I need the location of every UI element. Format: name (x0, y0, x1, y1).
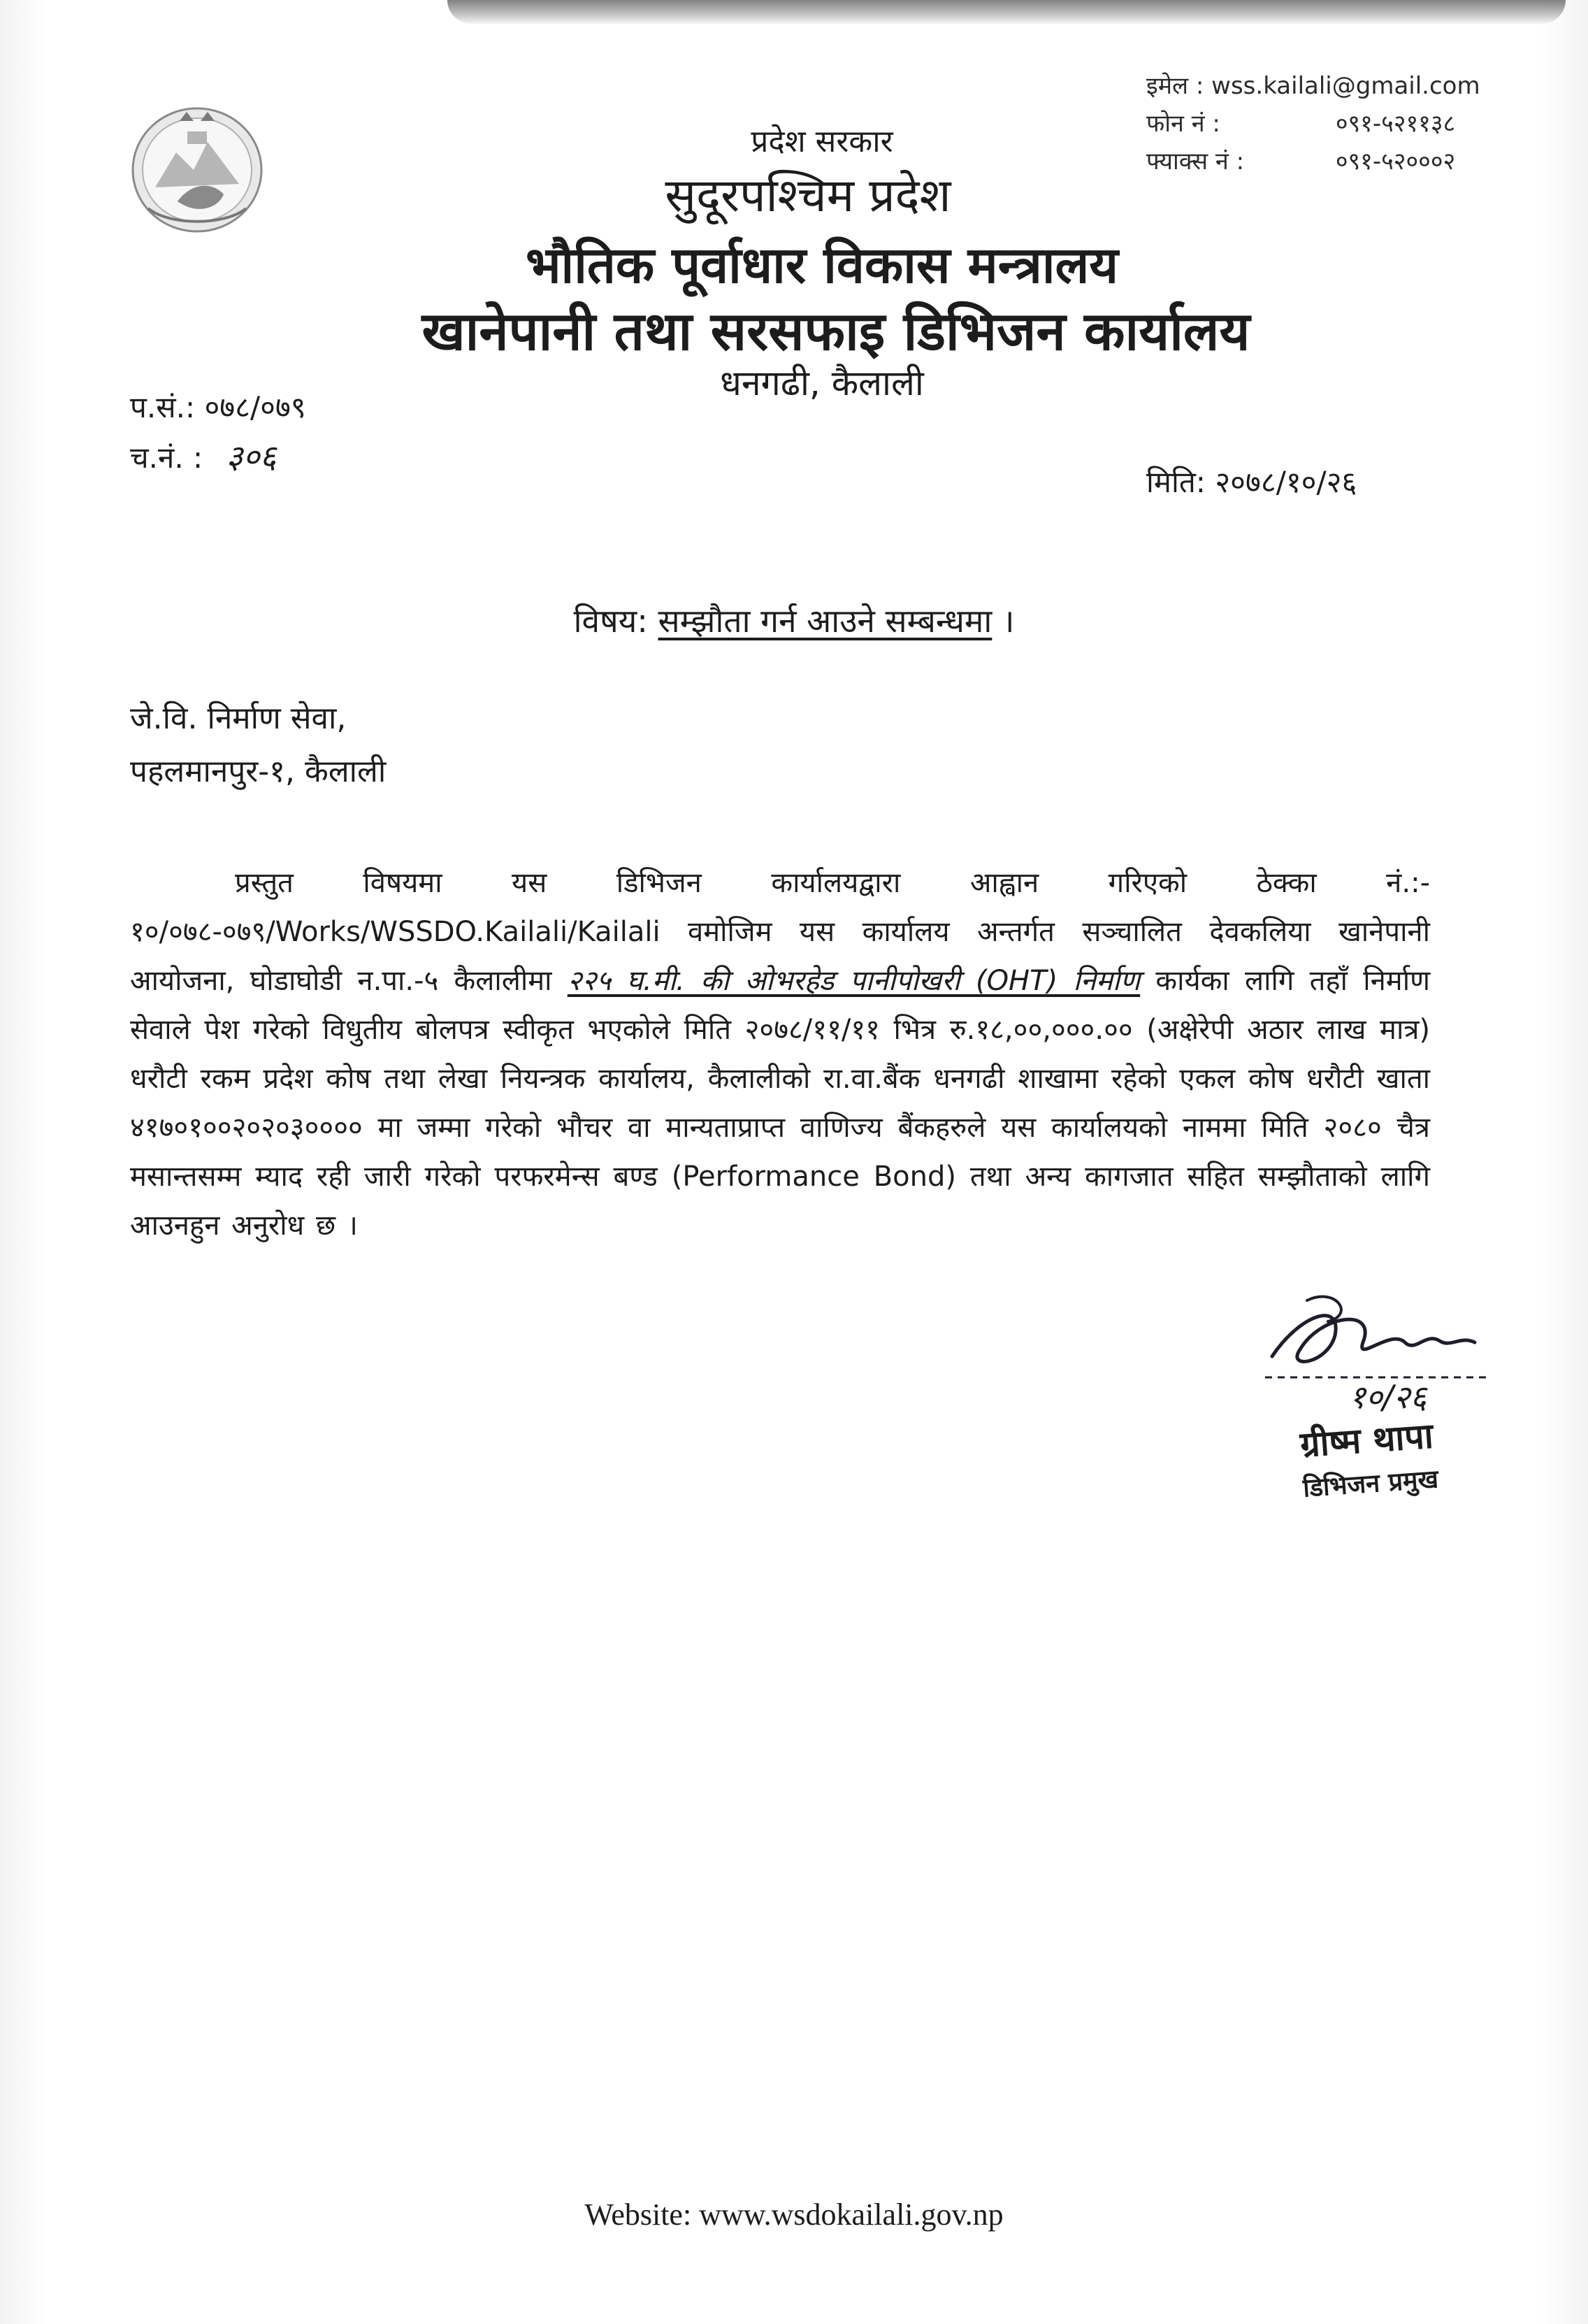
scan-shadow (447, 0, 1566, 24)
email-label: इमेल : (1146, 72, 1204, 100)
dispatch-number-value: ३०६ (226, 438, 277, 475)
letter-number-value: ०७८/०७९ (204, 390, 306, 424)
addressee-name: जे.वि. निर्माण सेवा, (130, 701, 347, 736)
signer-title: डिभिजन प्रमुख (1301, 1465, 1440, 1503)
letter-number-label: प.सं.: (130, 390, 196, 424)
phone-value: ०९१-५२११३८ (1335, 110, 1456, 138)
header-ministry: भौतिक पूर्वाधार विकास मन्त्रालय (525, 236, 1119, 294)
email-row (1146, 67, 1480, 105)
fax-value: ०९१-५२०००२ (1335, 148, 1456, 175)
signature-date: १०/२६ (1349, 1378, 1427, 1416)
body-emphasis: २२५ घ.मी. की ओभरहेड पानीपोखरी (OHT) निर्माण (567, 965, 1141, 997)
subject-end: । (1002, 602, 1015, 640)
addressee-block (130, 692, 386, 798)
dispatch-number-label: च.नं. : (130, 440, 203, 475)
reference-block (130, 383, 306, 482)
addressee-address: पहलमानपुर-१, कैलाली (130, 754, 387, 789)
subject-line (0, 598, 1588, 642)
phone-label: फोन नं : (1146, 110, 1220, 138)
header-location: धनगढी, कैलाली (720, 363, 924, 403)
email-value: wss.kailali@gmail.com (1211, 72, 1480, 100)
header-province: सुदूरपश्चिम प्रदेश (665, 168, 951, 222)
date-label: मिति: (1146, 465, 1206, 499)
body-part-1: प्रस्तुत विषयमा यस डिभिजन कार्यालयद्वारा आह्वान गरिएको ठेक्का नं.:- १०/०७८-०७९/Works/WSSDO.Kailali/Kailali वमोजिम यस कार्यालय अन्तर्गत सञ्चालित देवकलिया खानेपानी आयोजना, घोडाघोडी न.पा.-५ कैलालीमा (130, 867, 1430, 997)
body-paragraph (130, 859, 1430, 1250)
header-office: खानेपानी तथा सरसफाइ डिभिजन कार्यालय (421, 300, 1250, 362)
letter-number-row (130, 383, 306, 432)
dispatch-number-row (130, 432, 306, 482)
signer-name: ग्रीष्म थापा (1299, 1415, 1435, 1465)
subject-text: सम्झौता गर्न आउने सम्बन्धमा (658, 602, 992, 640)
date-value: २०७८/१०/२६ (1215, 465, 1357, 499)
body-part-2: कार्यका लागि तहाँ निर्माण सेवाले पेश गरेको विधुतीय बोलपत्र स्वीकृत भएकोले मिति २०७८/११/११ भित्र रु.१८,००,०००.०० (अक्षेरेपी अठार लाख मात्र) धरौटी रकम प्रदेश कोष तथा लेखा नियन्त्रक कार्यालय, कैलालीको रा.वा.बैंक धनगढी शाखामा रहेको एकल कोष धरौटी खाता ४१७०१००२०२०३०००० मा जम्मा गरेको भौचर वा मान्यताप्राप्त वाणिज्य बैंकहरुले यस कार्यालयको नाममा मिति २०८० चैत्र मसान्तसम्म म्याद रही जारी गरेको परफरमेन्स बण्ड (Performance Bond) तथा अन्य कागजात सहित सम्झौताको लागि आउनहुन अनुरोध छ । (130, 965, 1430, 1242)
subject-label: विषय: (573, 602, 648, 640)
letter-date (1146, 461, 1357, 501)
footer-website: Website: www.wsdokailali.gov.np (584, 2197, 1004, 2232)
header-government: प्रदेश सरकार (751, 124, 893, 159)
fax-label: फ्याक्स नं : (1146, 148, 1245, 175)
